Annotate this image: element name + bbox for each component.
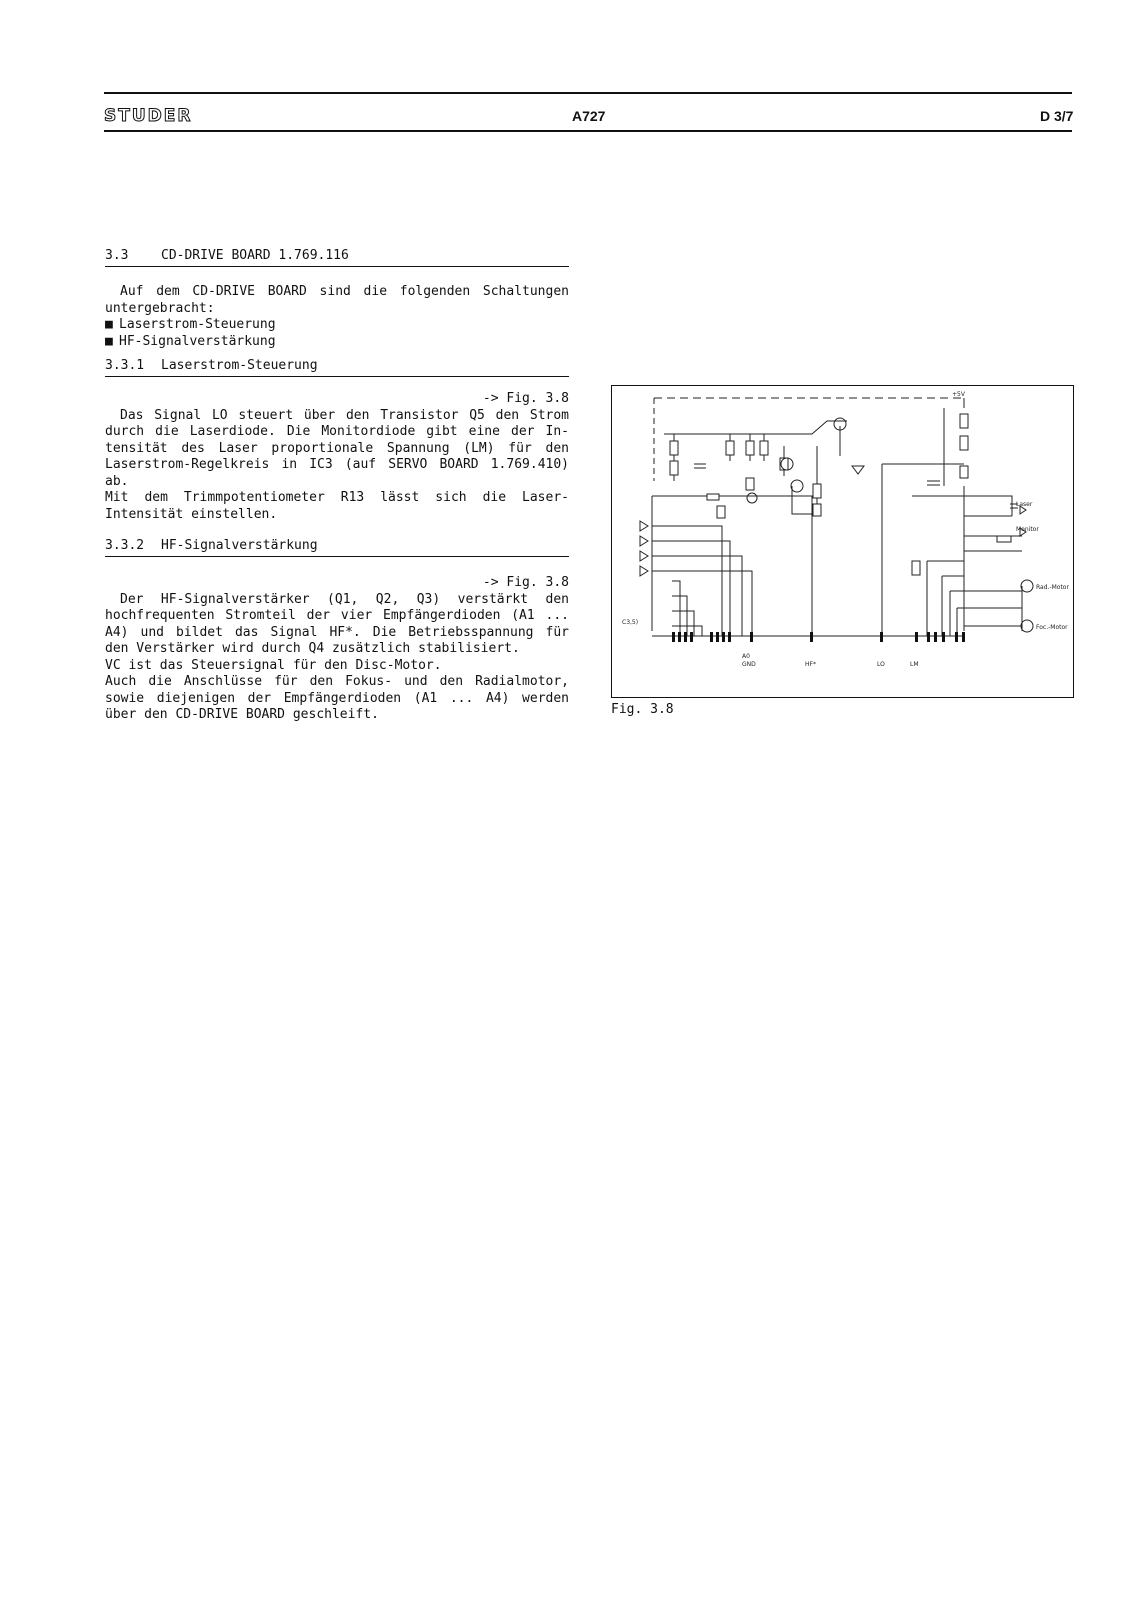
section-3-3-1-body [105,391,569,523]
label-lm: LM [910,661,919,668]
paragraph-line: über den CD-DRIVE BOARD geschleift. [105,707,379,722]
paragraph-line: untergebracht: [105,300,215,316]
label-rad-motor: Rad.-Motor [1036,584,1069,591]
label-a0: A0 [742,653,750,660]
label-lo: LO [877,661,885,668]
paragraph-line: sowie diejenigen der Empfängerdioden (A1 ... A4) werden [105,690,569,706]
paragraph-line: Laserstrom-Regelkreis in IC3 (auf SERVO BOARD 1.769.410) [105,457,569,472]
header-rule-top [104,92,1072,94]
bullet-text: HF-Signalverstärkung [119,333,276,349]
section-heading-3-3-2 [105,538,569,557]
paragraph-line: Auch die Anschlüsse für den Fokus- und den Radialmotor, [105,674,569,689]
label-gnd: GND [742,661,756,668]
label-laser: Laser [1016,501,1033,508]
section-3-3-2-body [105,575,569,724]
label-monitor: Monitor [1016,526,1039,533]
label-foc-motor: Foc.-Motor [1036,624,1068,631]
paragraph-line: Das Signal LO steuert über den Transistor Q5 den Strom [120,407,569,423]
section-number: 3.3.2 [105,538,145,553]
paragraph-line: ab. [105,473,129,489]
paragraph-line: Intensität einstellen. [105,506,278,522]
label-supply: +5V [952,391,965,398]
section-heading-3-3-1 [105,358,569,377]
section-rule [105,556,569,557]
section-3-3-body [105,284,569,350]
section-number: 3.3 [105,248,129,263]
page-number: D 3/7 [1040,108,1074,124]
section-title: HF-Signalverstärkung [161,538,318,553]
bullet-text: Laserstrom-Steuerung [119,317,276,332]
figure-reference: -> Fig. 3.8 [482,391,569,406]
bullet-item [105,317,569,334]
bullet-icon: ■ [105,333,113,349]
bullet-icon: ■ [105,317,113,332]
section-rule [105,376,569,377]
paragraph-line: hochfrequenten Stromteil der vier Empfängerdioden (A1 ... [105,608,569,623]
section-heading-3-3 [105,248,569,267]
section-number: 3.3.1 [105,358,145,373]
label-c: C3,5) [622,619,639,626]
paragraph-line: Mit dem Trimmpotentiometer R13 lässt sich die Laser- [105,490,569,505]
paragraph-line: den Verstärker wird durch Q4 zusätzlich stabilisiert. [105,641,520,656]
paragraph-line: tensität des Laser proportionale Spannung (LM) für den [105,440,569,456]
figure-3-8-frame [611,385,1074,698]
paragraph-line: Der HF-Signalverstärker (Q1, Q2, Q3) verstärkt den [120,591,569,607]
model-number: A727 [572,108,606,124]
circuit-schematic [612,386,1073,697]
section-title: Laserstrom-Steuerung [161,358,318,373]
header-rule-bottom [104,130,1072,132]
figure-caption: Fig. 3.8 [611,702,674,717]
section-title: CD-DRIVE BOARD 1.769.116 [161,248,349,263]
paragraph-line: Auf dem CD-DRIVE BOARD sind die folgenden Schaltungen [120,284,569,299]
brand-logo: STUDER [104,106,193,126]
bullet-item [105,334,569,351]
section-rule [105,266,569,267]
paragraph-line: durch die Laserdiode. Die Monitordiode gibt eine der In- [105,424,569,439]
label-hf: HF* [805,661,816,668]
paragraph-line: VC ist das Steuersignal für den Disc-Motor. [105,657,442,673]
figure-reference: -> Fig. 3.8 [482,575,569,590]
paragraph-line: A4) und bildet das Signal HF*. Die Betriebsspannung für [105,624,569,640]
